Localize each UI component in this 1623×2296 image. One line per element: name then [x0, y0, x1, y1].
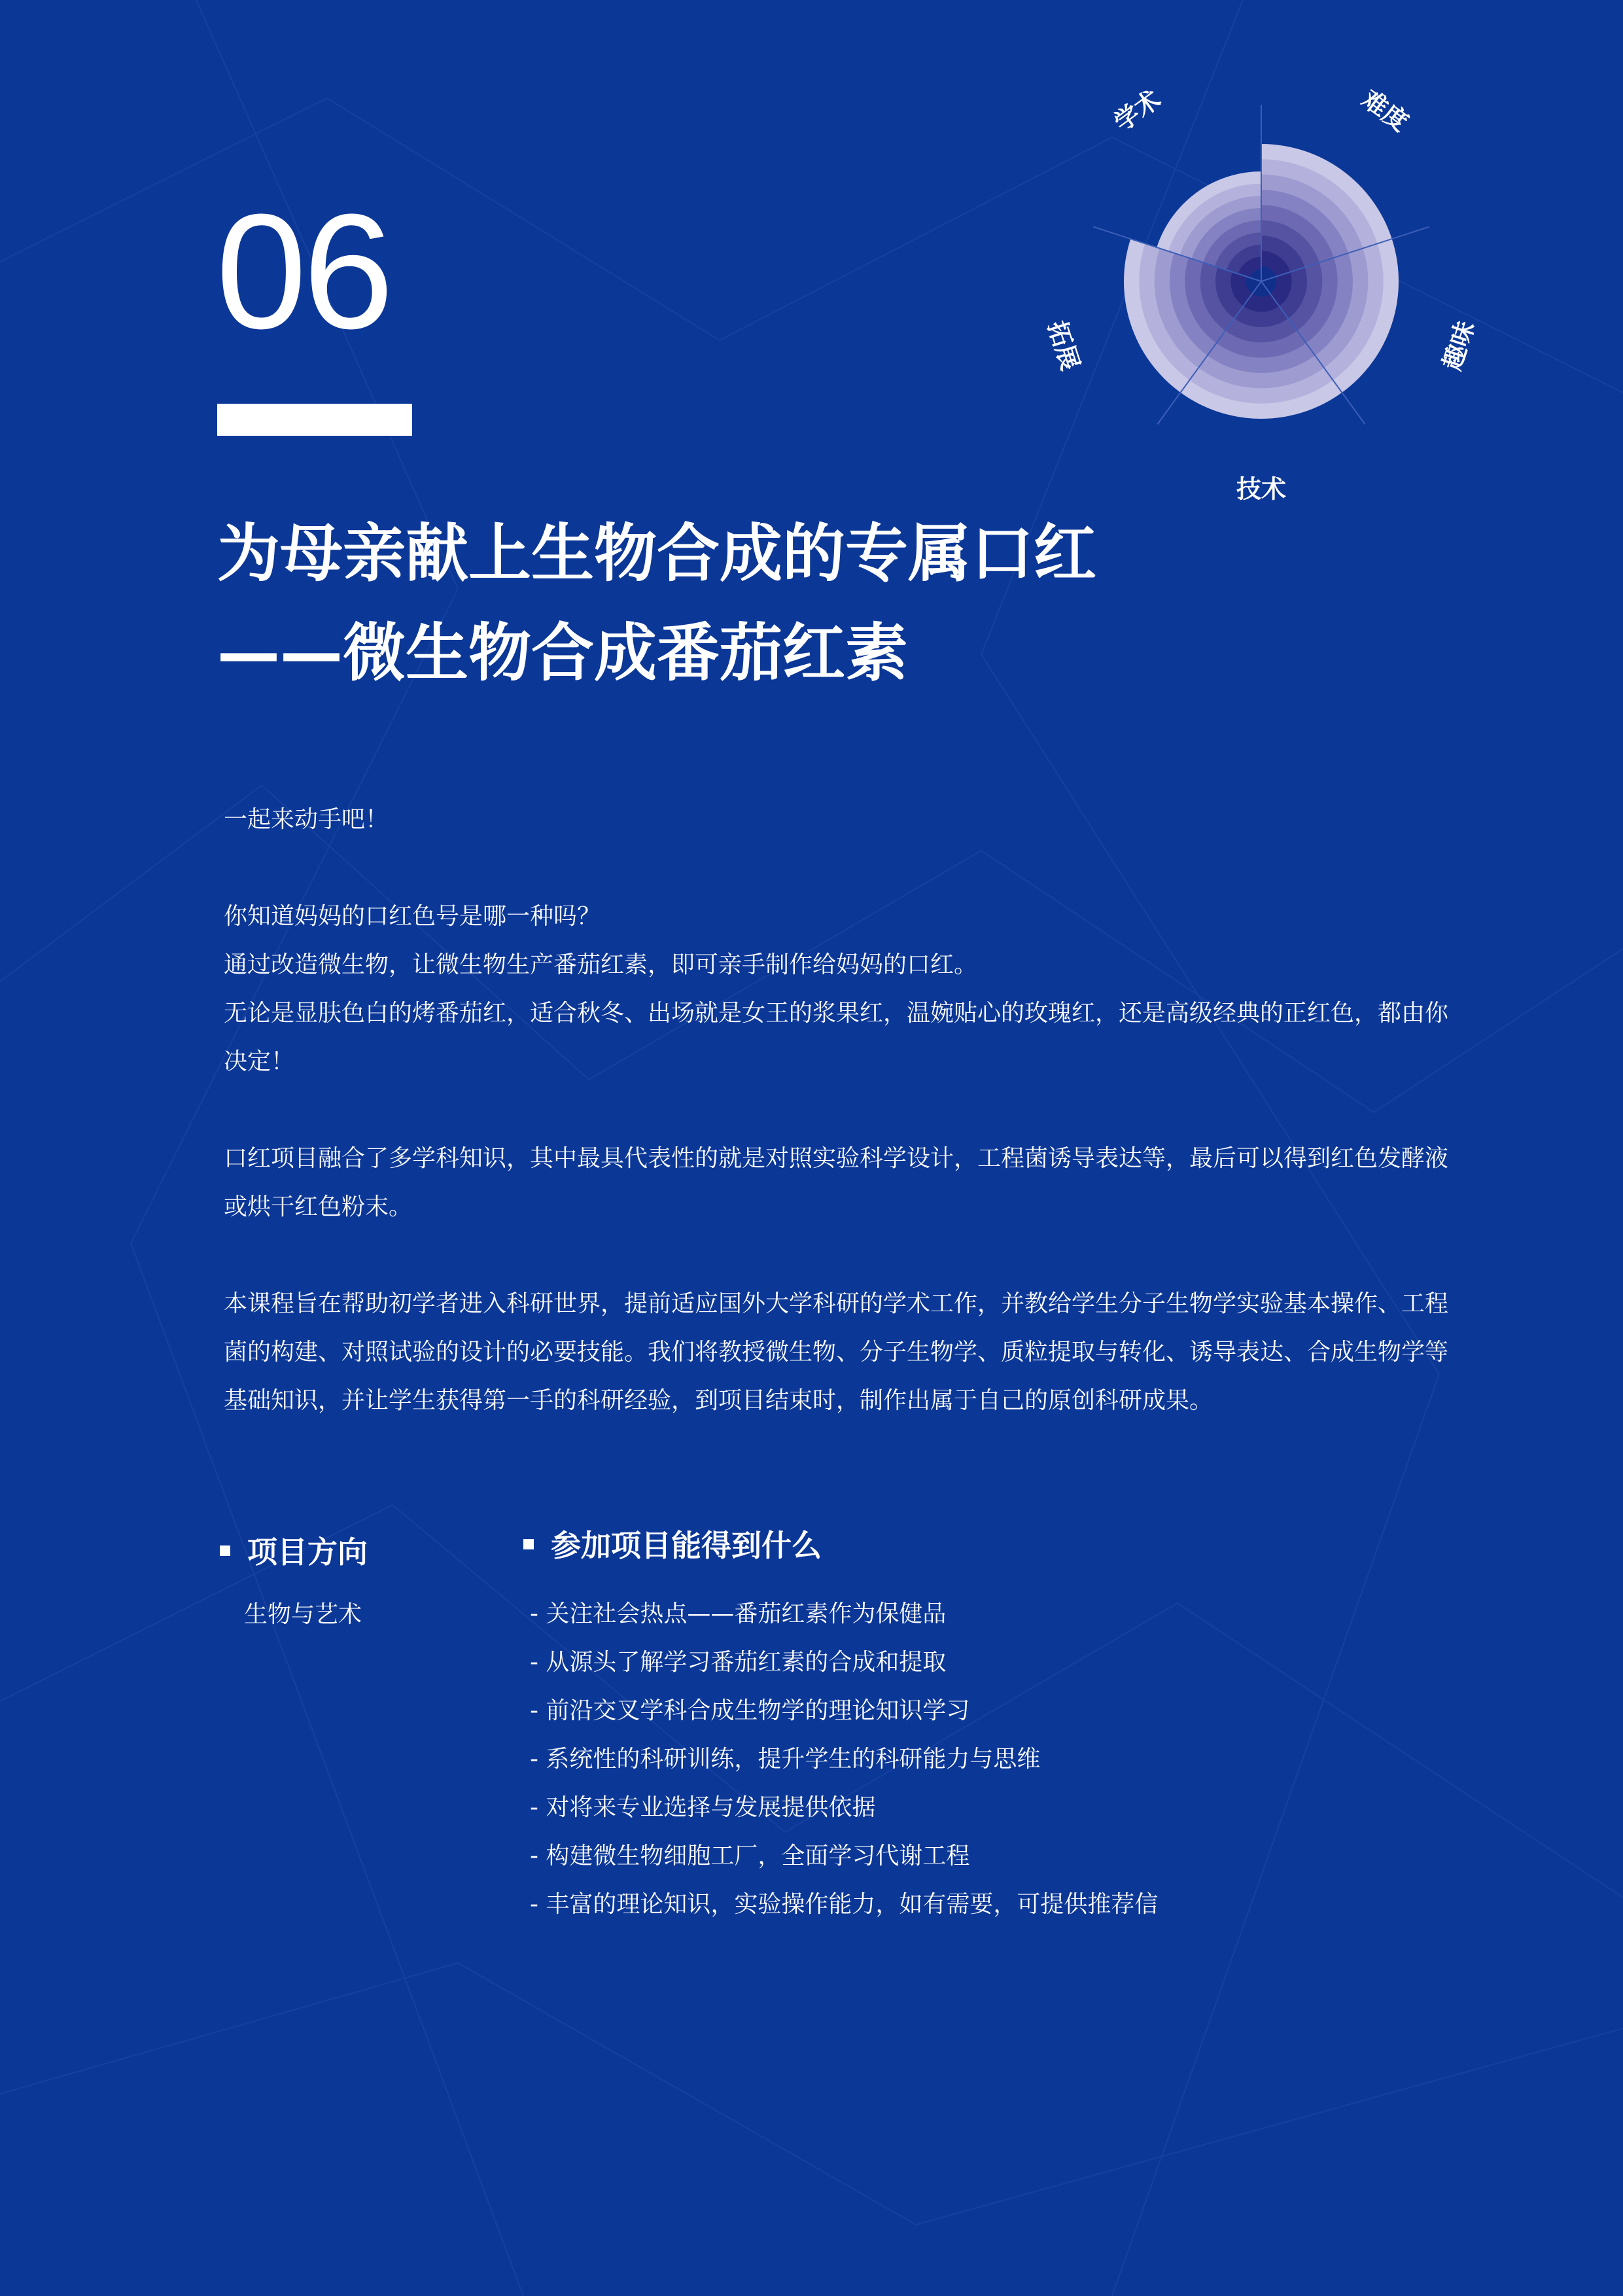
radar-axis-label: 趣味 — [1437, 317, 1480, 374]
title-line-1: 为母亲献上生物合成的专属口红 — [217, 517, 1096, 590]
gains-list — [530, 1590, 1158, 1929]
radar-rating-chart — [1007, 52, 1505, 523]
gains-list-item: - 系统性的科研训练，提升学生的科研能力与思维 — [530, 1746, 1041, 1773]
intro-paragraph: 一起来动手吧！ — [224, 806, 389, 833]
section-number: 06 — [216, 180, 391, 362]
radar-axis-label: 学术 — [1108, 84, 1166, 137]
intro-paragraph: 你知道妈妈的口红色号是哪一种吗？ — [224, 903, 601, 930]
square-bullet-icon — [220, 1545, 230, 1556]
radar-axis-label: 难度 — [1356, 84, 1414, 137]
direction-heading-label: 项目方向 — [247, 1534, 368, 1570]
gains-list-item: - 对将来专业选择与发展提供依据 — [530, 1794, 876, 1821]
radar-axis-label: 技术 — [1236, 474, 1287, 504]
gains-list-item: - 丰富的理论知识，实验操作能力，如有需要，可提供推荐信 — [530, 1891, 1159, 1918]
title-underline-bar — [217, 404, 412, 436]
direction-heading — [220, 1532, 368, 1572]
square-bullet-icon — [523, 1539, 534, 1549]
gains-list-item: - 从源头了解学习番茄红素的合成和提取 — [530, 1649, 947, 1676]
page-title — [217, 504, 1198, 703]
gains-list-item: - 构建微生物细胞工厂，全面学习代谢工程 — [530, 1843, 970, 1869]
gains-heading-label: 参加项目能得到什么 — [551, 1528, 822, 1563]
gains-heading — [523, 1526, 822, 1565]
gains-list-item: - 关注社会热点——番茄红素作为保健品 — [530, 1600, 947, 1627]
title-line-2: ——微生物合成番茄红素 — [217, 616, 908, 690]
intro-paragraph: 口红项目融合了多学科知识，其中最具代表性的就是对照实验科学设计，工程菌诱导表达等，最后可以得到红色发酵液或烘干红色粉末。 — [224, 1145, 1449, 1220]
intro-paragraph: 本课程旨在帮助初学者进入科研世界，提前适应国外大学科研的学术工作，并教给学生分子生物学实验基本操作、工程菌的构建、对照试验的设计的必要技能。我们将教授微生物、分子生物学、质粒提取与转化、诱导表达、合成生物学等基础知识，并让学生获得第一手的科研经验，到项目结束时，制作出属于自己的原创科研成果。 — [224, 1290, 1449, 1414]
radar-axis-label: 拓展 — [1042, 317, 1085, 374]
gains-list-item: - 前沿交叉学科合成生物学的理论知识学习 — [530, 1697, 970, 1724]
intro-paragraph: 通过改造微生物，让微生物生产番茄红素，即可亲手制作给妈妈的口红。 — [224, 951, 978, 978]
intro-paragraph: 无论是显肤色白的烤番茄红，适合秋冬、出场就是女王的浆果红，温婉贴心的玫瑰红，还是高级经典的正红色，都由你决定！ — [224, 1000, 1449, 1075]
intro-text — [224, 796, 1454, 1425]
direction-value: 生物与艺术 — [244, 1601, 362, 1628]
